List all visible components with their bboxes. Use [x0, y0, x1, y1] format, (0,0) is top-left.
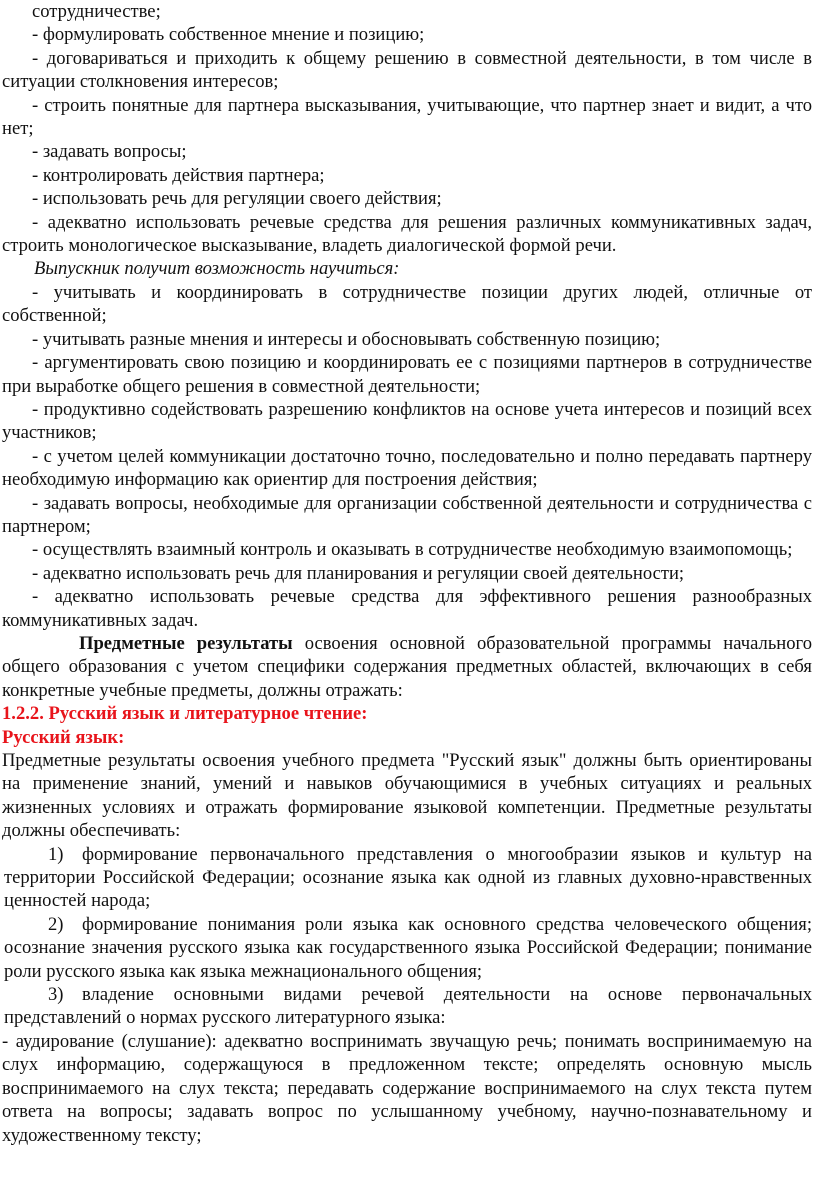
numbered-item-1-number: 1) [48, 843, 64, 865]
subsection-heading: Русский язык: [2, 726, 125, 748]
opportunity-heading: Выпускник получит возможность научиться: [34, 258, 400, 280]
subject-results-rest: освоения основной образовательной программы начального общего образования с учетом специфики содержания предметных областей, включающих в себя конкретные учебные предметы, должны отражать: [2, 632, 813, 701]
russian-intro-paragraph: Предметные результаты освоения учебного предмета "Русский язык" должны быть ориентированы на применение знаний, умений и навыков обучающимися в учебных ситуациях и реальных жизненных условиях и отражать формирование языковой компетенции. Предметные результаты должны обеспечивать: [2, 750, 812, 842]
opportunity-item-3: - аргументировать свою позицию и координировать ее с позициями партнеров в сотрудничестве при выработке общего решения в совместной деятельности; [2, 352, 812, 397]
opportunity-item-2: - учитывать разные мнения и интересы и обосновывать собственную позицию; [32, 328, 661, 350]
comm-item-4: - задавать вопросы; [32, 141, 187, 163]
opportunity-item-6: - задавать вопросы, необходимые для организации собственной деятельности и сотрудничества с партнером; [2, 492, 812, 537]
numbered-item-1-text: формирование первоначального представления о многообразии языков и культур на территории Российской Федерации; осознание языка как одной из главных духовно-нравственных ценностей народа; [4, 843, 812, 912]
subject-results-paragraph [2, 632, 812, 702]
opportunity-item-9: - адекватно использовать речевые средства для эффективного решения разнообразных коммуникативных задач. [2, 586, 812, 631]
numbered-item-3-text: владение основными видами речевой деятельности на основе первоначальных представлений о нормах русского литературного языка: [4, 984, 812, 1029]
comm-item-2: - договариваться и приходить к общему решению в совместной деятельности, в том числе в ситуации столкновения интересов; [2, 47, 812, 93]
comm-item-5: - контролировать действия партнера; [32, 164, 325, 186]
opportunity-item-8: - адекватно использовать речь для планирования и регуляции своей деятельности; [32, 562, 685, 584]
subject-results-bold: Предметные результаты [79, 632, 293, 654]
numbered-item-3-number: 3) [48, 984, 64, 1006]
opportunity-item-1: - учитывать и координировать в сотрудничестве позиции других людей, отличные от собственной; [2, 281, 812, 327]
opportunity-item-5: - с учетом целей коммуникации достаточно точно, последовательно и полно передавать партнеру необходимую информацию как ориентир для построения действия; [2, 445, 812, 491]
numbered-item-1 [2, 843, 812, 913]
comm-item-3: - строить понятные для партнера высказывания, учитывающие, что партнер знает и видит, а что нет; [2, 94, 812, 140]
numbered-item-2-text: формирование понимания роли языка как основного средства человеческого общения; осознание значения русского языка как государственного языка Российской Федерации; понимание роли русского языка как языка межнационального общения; [4, 913, 812, 982]
numbered-item-2 [2, 913, 812, 983]
comm-item-7: - адекватно использовать речевые средства для решения различных коммуникативных задач, строить монологическое высказывание, владеть диалогической формой речи. [2, 211, 812, 257]
listening-item: - аудирование (слушание): адекватно воспринимать звучащую речь; понимать воспринимаемую на слух информацию, содержащуюся в предложенном тексте; определять основную мысль воспринимаемого на слух текста; передавать содержание воспринимаемого на слух текста путем ответа на вопросы; задавать вопрос по услышанному учебному, научно-познавательному и художественному тексту; [2, 1030, 812, 1146]
section-heading: 1.2.2. Русский язык и литературное чтение: [2, 703, 368, 725]
opportunity-item-7: - осуществлять взаимный контроль и оказывать в сотрудничестве необходимую взаимопомощь; [32, 539, 793, 561]
continuation-line: сотрудничестве; [32, 1, 161, 22]
numbered-item-2-number: 2) [48, 913, 64, 935]
comm-item-6: - использовать речь для регуляции своего действия; [32, 188, 442, 210]
numbered-item-3 [2, 983, 812, 1030]
comm-item-1: - формулировать собственное мнение и позицию; [32, 24, 425, 46]
opportunity-item-4: - продуктивно содействовать разрешению конфликтов на основе учета интересов и позиций всех участников; [2, 398, 812, 444]
